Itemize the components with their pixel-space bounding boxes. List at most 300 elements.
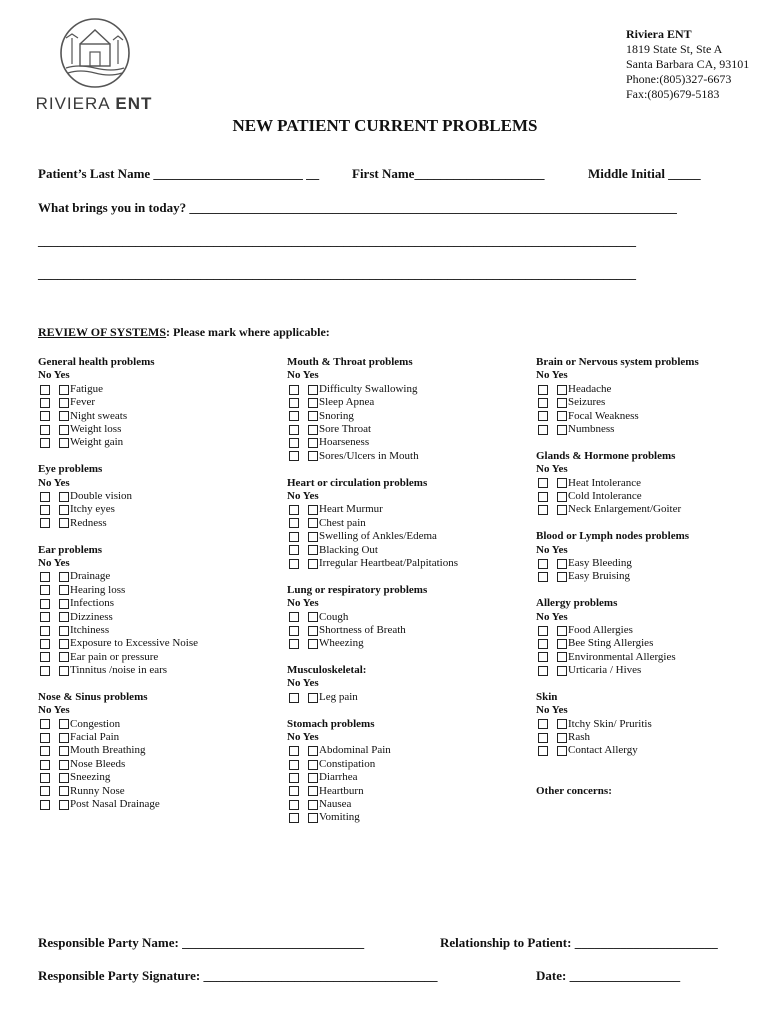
clinic-city: Santa Barbara CA, 93101: [626, 57, 750, 71]
symptom-row-hearing-loss: [38, 584, 198, 597]
yes-checkbox[interactable]: [557, 652, 567, 662]
symptom-row-constipation: [287, 758, 458, 771]
symptom-row-sores-ulcers-in-mouth: [287, 450, 458, 463]
no-checkbox[interactable]: [40, 626, 50, 636]
yes-checkbox[interactable]: [308, 518, 318, 528]
symptom-row-mouth-breathing: [38, 744, 198, 757]
symptom-label: Redness: [70, 516, 107, 529]
yes-checkbox[interactable]: [308, 626, 318, 636]
no-checkbox[interactable]: [289, 639, 299, 649]
symptom-row-rash: [536, 731, 699, 744]
symptom-row-snoring: [287, 410, 458, 423]
yes-checkbox[interactable]: [557, 639, 567, 649]
symptom-label: Dizziness: [70, 610, 113, 623]
group-title-blood-or-lymph-nodes-problems: Blood or Lymph nodes problems: [536, 530, 690, 543]
no-checkbox[interactable]: [289, 813, 299, 823]
symptom-row-wheezing: [287, 637, 458, 650]
yes-checkbox[interactable]: [308, 505, 318, 515]
symptom-row-drainage: [38, 570, 198, 583]
no-yes-header: No Yes: [287, 597, 319, 610]
yes-checkbox[interactable]: [308, 425, 318, 435]
symptom-row-difficulty-swallowing: [287, 383, 458, 396]
symptom-row-fatigue: [38, 383, 198, 396]
group-title-nose-sinus-problems: Nose & Sinus problems: [38, 690, 148, 703]
yes-checkbox[interactable]: [59, 652, 69, 662]
no-checkbox[interactable]: [289, 518, 299, 528]
no-checkbox[interactable]: [538, 559, 548, 569]
symptom-row-seizures: [536, 396, 699, 409]
symptom-label: Drainage: [70, 570, 111, 583]
yes-checkbox[interactable]: [59, 612, 69, 622]
symptom-label: Cold Intolerance: [568, 489, 642, 502]
symptom-row-diarrhea: [287, 771, 458, 784]
symptom-row-cold-intolerance: [536, 490, 699, 503]
no-checkbox[interactable]: [40, 492, 50, 502]
symptom-row-heartburn: [287, 785, 458, 798]
symptom-row-numbness: [536, 423, 699, 436]
logo-emblem-icon: [58, 16, 132, 90]
yes-checkbox[interactable]: [308, 411, 318, 421]
symptom-label: Irregular Heartbeat/Palpitations: [319, 556, 458, 569]
other-concerns-label: Other concerns:: [536, 784, 612, 797]
yes-checkbox[interactable]: [59, 518, 69, 528]
spacer: [38, 530, 198, 543]
symptom-row-heat-intolerance: [536, 477, 699, 490]
no-yes-header: No Yes: [287, 489, 319, 502]
symptom-label: Nose Bleeds: [70, 757, 126, 770]
yes-checkbox[interactable]: [308, 773, 318, 783]
symptom-label: Sneezing: [70, 771, 111, 784]
spacer: [536, 517, 699, 530]
yes-checkbox[interactable]: [308, 639, 318, 649]
group-title-brain-or-nervous-system-problems: Brain or Nervous system problems: [536, 356, 699, 368]
symptom-label: Rash: [568, 731, 590, 744]
symptom-row-cough: [287, 611, 458, 624]
symptom-label: Cough: [319, 610, 349, 623]
yes-checkbox[interactable]: [59, 411, 69, 421]
symptom-row-heart-murmur: [287, 503, 458, 516]
symptom-label: Congestion: [70, 717, 121, 730]
yes-checkbox[interactable]: [308, 612, 318, 622]
symptom-row-sore-throat: [287, 423, 458, 436]
no-yes-header: No Yes: [536, 369, 568, 382]
no-checkbox[interactable]: [538, 492, 548, 502]
symptom-row-nausea: [287, 798, 458, 811]
symptom-label: Difficulty Swallowing: [319, 382, 418, 395]
clinic-name: Riviera ENT: [626, 27, 692, 41]
symptom-label: Hearing loss: [70, 583, 126, 596]
symptom-label: Bee Sting Allergies: [568, 637, 654, 650]
symptom-label: Fever: [70, 396, 96, 409]
symptom-row-irregular-heartbeat-palpitations: [287, 557, 458, 570]
no-checkbox[interactable]: [538, 398, 548, 408]
yes-checkbox[interactable]: [59, 599, 69, 609]
spacer: [38, 450, 198, 463]
no-checkbox[interactable]: [40, 760, 50, 770]
no-yes-header: No Yes: [536, 463, 568, 476]
yes-checkbox[interactable]: [59, 666, 69, 676]
spacer: [287, 463, 458, 476]
symptom-label: Ear pain or pressure: [70, 650, 159, 663]
yes-checkbox[interactable]: [308, 559, 318, 569]
no-checkbox[interactable]: [538, 666, 548, 676]
no-checkbox[interactable]: [289, 451, 299, 461]
no-checkbox[interactable]: [538, 719, 548, 729]
symptom-row-weight-loss: [38, 423, 198, 436]
yes-checkbox[interactable]: [308, 438, 318, 448]
symptom-row-vomiting: [287, 811, 458, 824]
symptom-label: Diarrhea: [319, 771, 358, 784]
no-checkbox[interactable]: [40, 666, 50, 676]
symptom-label: Wheezing: [319, 637, 364, 650]
spacer: [287, 570, 458, 583]
symptom-label: Sore Throat: [319, 422, 372, 435]
symptom-label: Abdominal Pain: [319, 744, 391, 757]
yes-checkbox[interactable]: [59, 385, 69, 395]
symptom-label: Constipation: [319, 757, 376, 770]
no-yes-header: No Yes: [536, 704, 568, 717]
no-checkbox[interactable]: [40, 518, 50, 528]
no-yes-header: No Yes: [38, 704, 70, 717]
responsible-party-signature-field[interactable]: Responsible Party Signature: ____________________________________: [38, 968, 438, 983]
symptom-row-abdominal-pain: [287, 744, 458, 757]
yes-checkbox[interactable]: [557, 411, 567, 421]
symptom-label: Contact Allergy: [568, 744, 638, 757]
symptom-row-food-allergies: [536, 624, 699, 637]
symptom-label: Hoarseness: [319, 436, 370, 449]
no-yes-header: No Yes: [38, 369, 70, 382]
symptom-label: Night sweats: [70, 409, 128, 422]
symptom-label: Easy Bruising: [568, 570, 631, 583]
symptom-row-bee-sting-allergies: [536, 637, 699, 650]
symptom-row-headache: [536, 383, 699, 396]
no-yes-header: No Yes: [536, 610, 568, 623]
no-checkbox[interactable]: [289, 773, 299, 783]
no-checkbox[interactable]: [538, 733, 548, 743]
symptom-label: Double vision: [70, 489, 133, 502]
no-checkbox[interactable]: [289, 505, 299, 515]
yes-checkbox[interactable]: [59, 572, 69, 582]
yes-checkbox[interactable]: [557, 746, 567, 756]
no-checkbox[interactable]: [40, 746, 50, 756]
no-checkbox[interactable]: [40, 800, 50, 810]
ros-column-1: [38, 356, 198, 811]
yes-checkbox[interactable]: [308, 451, 318, 461]
no-checkbox[interactable]: [289, 786, 299, 796]
no-yes-header: No Yes: [38, 556, 70, 569]
spacer: [536, 436, 699, 449]
no-checkbox[interactable]: [289, 385, 299, 395]
no-checkbox[interactable]: [538, 652, 548, 662]
yes-checkbox[interactable]: [308, 545, 318, 555]
no-yes-header: No Yes: [287, 731, 319, 744]
yes-checkbox[interactable]: [557, 385, 567, 395]
symptom-row-neck-enlargement-goiter: [536, 503, 699, 516]
symptom-label: Chest pain: [319, 516, 366, 529]
group-title-allergy-problems: Allergy problems: [536, 597, 618, 610]
symptom-label: Infections: [70, 597, 114, 610]
yes-checkbox[interactable]: [59, 800, 69, 810]
symptom-label: Fatigue: [70, 382, 103, 395]
first-name-field[interactable]: First Name____________________: [352, 166, 545, 181]
symptom-label: Seizures: [568, 396, 606, 409]
group-title-glands-hormone-problems: Glands & Hormone problems: [536, 449, 676, 462]
symptom-label: Headache: [568, 382, 612, 395]
no-checkbox[interactable]: [40, 585, 50, 595]
yes-checkbox[interactable]: [59, 786, 69, 796]
last-name-field[interactable]: Patient’s Last Name _______________________ __: [38, 166, 320, 181]
yes-checkbox[interactable]: [557, 572, 567, 582]
no-checkbox[interactable]: [538, 639, 548, 649]
no-checkbox[interactable]: [538, 572, 548, 582]
no-checkbox[interactable]: [40, 438, 50, 448]
yes-checkbox[interactable]: [59, 773, 69, 783]
group-title-mouth-throat-problems: Mouth & Throat problems: [287, 356, 413, 368]
group-title-general-health-problems: General health problems: [38, 356, 155, 368]
no-checkbox[interactable]: [40, 411, 50, 421]
symptom-label: Leg pain: [319, 690, 358, 703]
symptom-row-sleep-apnea: [287, 396, 458, 409]
no-checkbox[interactable]: [40, 612, 50, 622]
reason-for-visit-field[interactable]: What brings you in today? ___________________________________________________________________________: [38, 200, 677, 215]
reason-line-2[interactable]: ____________________________________________________________________________________________: [38, 233, 636, 248]
symptom-label: Heartburn: [319, 784, 364, 797]
symptom-row-easy-bleeding: [536, 557, 699, 570]
group-title-skin: Skin: [536, 690, 558, 703]
symptom-label: Vomiting: [319, 811, 360, 824]
no-checkbox[interactable]: [538, 746, 548, 756]
symptom-row-tinnitus-noise-in-ears: [38, 664, 198, 677]
symptom-label: Facial Pain: [70, 731, 120, 744]
symptom-label: Sleep Apnea: [319, 396, 375, 409]
symptom-label: Itchiness: [70, 623, 110, 636]
no-checkbox[interactable]: [289, 438, 299, 448]
group-title-lung-or-respiratory-problems: Lung or respiratory problems: [287, 583, 428, 596]
yes-checkbox[interactable]: [557, 425, 567, 435]
spacer: [536, 584, 699, 597]
symptom-row-ear-pain-or-pressure: [38, 651, 198, 664]
symptom-label: Numbness: [568, 422, 615, 435]
no-checkbox[interactable]: [289, 760, 299, 770]
no-checkbox[interactable]: [538, 505, 548, 515]
yes-checkbox[interactable]: [308, 760, 318, 770]
spacer: [536, 758, 699, 771]
no-checkbox[interactable]: [538, 626, 548, 636]
middle-initial-field[interactable]: Middle Initial _____: [588, 166, 701, 181]
symptom-row-easy-bruising: [536, 570, 699, 583]
symptom-row-dizziness: [38, 611, 198, 624]
symptom-row-itchy-eyes: [38, 503, 198, 516]
no-checkbox[interactable]: [289, 800, 299, 810]
yes-checkbox[interactable]: [308, 746, 318, 756]
responsible-party-name-field[interactable]: Responsible Party Name: ____________________________: [38, 935, 365, 950]
no-yes-header: No Yes: [536, 543, 568, 556]
no-checkbox[interactable]: [289, 398, 299, 408]
yes-checkbox[interactable]: [308, 398, 318, 408]
yes-checkbox[interactable]: [59, 639, 69, 649]
no-checkbox[interactable]: [289, 545, 299, 555]
symptom-row-itchy-skin-pruritis: [536, 718, 699, 731]
no-checkbox[interactable]: [40, 786, 50, 796]
symptom-label: Focal Weakness: [568, 409, 639, 422]
symptom-row-redness: [38, 517, 198, 530]
symptom-row-hoarseness: [287, 436, 458, 449]
form-title: NEW PATIENT CURRENT PROBLEMS: [232, 116, 538, 135]
yes-checkbox[interactable]: [59, 425, 69, 435]
yes-checkbox[interactable]: [308, 813, 318, 823]
symptom-row-runny-nose: [38, 785, 198, 798]
symptom-label: Mouth Breathing: [70, 744, 146, 757]
no-checkbox[interactable]: [40, 652, 50, 662]
symptom-label: Snoring: [319, 409, 354, 422]
yes-checkbox[interactable]: [308, 693, 318, 703]
symptom-label: Weight gain: [70, 436, 124, 449]
yes-checkbox[interactable]: [59, 438, 69, 448]
yes-checkbox[interactable]: [59, 760, 69, 770]
symptom-row-night-sweats: [38, 410, 198, 423]
yes-checkbox[interactable]: [308, 532, 318, 542]
yes-checkbox[interactable]: [308, 800, 318, 810]
group-title-musculoskeletal: Musculoskeletal:: [287, 664, 367, 677]
clinic-street: 1819 State St, Ste A: [626, 42, 723, 56]
group-title-heart-or-circulation-problems: Heart or circulation problems: [287, 476, 428, 489]
group-title-eye-problems: Eye problems: [38, 463, 103, 476]
logo-text: RIVIERA ENT: [35, 94, 153, 113]
group-title-ear-problems: Ear problems: [38, 543, 103, 556]
symptom-label: Tinnitus /noise in ears: [70, 664, 168, 677]
yes-checkbox[interactable]: [557, 626, 567, 636]
symptom-row-fever: [38, 396, 198, 409]
yes-checkbox[interactable]: [59, 746, 69, 756]
symptom-label: Urticaria / Hives: [568, 664, 642, 677]
no-checkbox[interactable]: [289, 411, 299, 421]
clinic-fax: Fax:(805)679-5183: [626, 87, 720, 101]
symptom-row-nose-bleeds: [38, 758, 198, 771]
no-checkbox[interactable]: [40, 505, 50, 515]
yes-checkbox[interactable]: [59, 719, 69, 729]
yes-checkbox[interactable]: [557, 719, 567, 729]
symptom-label: Itchy Skin/ Pruritis: [568, 717, 652, 730]
symptom-row-leg-pain: [287, 691, 458, 704]
yes-checkbox[interactable]: [59, 492, 69, 502]
symptom-row-environmental-allergies: [536, 651, 699, 664]
symptom-row-blacking-out: [287, 544, 458, 557]
symptom-label: Post Nasal Drainage: [70, 798, 160, 811]
yes-checkbox[interactable]: [557, 666, 567, 676]
no-checkbox[interactable]: [289, 532, 299, 542]
ros-column-3: [536, 356, 699, 798]
symptom-label: Environmental Allergies: [568, 650, 676, 663]
no-checkbox[interactable]: [289, 425, 299, 435]
symptom-row-infections: [38, 597, 198, 610]
reason-line-3[interactable]: ____________________________________________________________________________________________: [38, 266, 636, 281]
symptom-row-chest-pain: [287, 517, 458, 530]
no-checkbox[interactable]: [289, 612, 299, 622]
no-checkbox[interactable]: [40, 385, 50, 395]
riviera-ent-logo: [34, 16, 154, 116]
no-checkbox[interactable]: [40, 425, 50, 435]
group-title-stomach-problems: Stomach problems: [287, 717, 375, 730]
no-checkbox[interactable]: [538, 425, 548, 435]
symptom-row-swelling-of-ankles-edema: [287, 530, 458, 543]
symptom-label: Sores/Ulcers in Mouth: [319, 449, 419, 462]
no-checkbox[interactable]: [40, 599, 50, 609]
yes-checkbox[interactable]: [557, 478, 567, 488]
no-checkbox[interactable]: [40, 733, 50, 743]
symptom-row-post-nasal-drainage: [38, 798, 198, 811]
no-checkbox[interactable]: [40, 398, 50, 408]
no-checkbox[interactable]: [289, 626, 299, 636]
symptom-label: Heat Intolerance: [568, 476, 641, 489]
clinic-phone: Phone:(805)327-6673: [626, 72, 732, 86]
yes-checkbox[interactable]: [557, 733, 567, 743]
spacer: [536, 678, 699, 691]
symptom-row-itchiness: [38, 624, 198, 637]
symptom-row-facial-pain: [38, 731, 198, 744]
no-checkbox[interactable]: [40, 773, 50, 783]
symptom-label: Shortness of Breath: [319, 623, 406, 636]
yes-checkbox[interactable]: [557, 505, 567, 515]
symptom-label: Exposure to Excessive Noise: [70, 637, 198, 650]
symptom-row-congestion: [38, 718, 198, 731]
spacer: [38, 677, 198, 690]
symptom-label: Neck Enlargement/Goiter: [568, 503, 682, 516]
yes-checkbox[interactable]: [308, 385, 318, 395]
symptom-row-weight-gain: [38, 436, 198, 449]
no-yes-header: No Yes: [287, 369, 319, 382]
no-yes-header: No Yes: [38, 476, 70, 489]
yes-checkbox[interactable]: [308, 786, 318, 796]
symptom-label: Runny Nose: [70, 784, 125, 797]
relationship-field[interactable]: Relationship to Patient: ______________________: [440, 935, 718, 950]
symptom-label: Food Allergies: [568, 623, 633, 636]
no-checkbox[interactable]: [538, 411, 548, 421]
no-checkbox[interactable]: [289, 693, 299, 703]
no-yes-header: No Yes: [287, 677, 319, 690]
no-checkbox[interactable]: [538, 478, 548, 488]
symptom-row-double-vision: [38, 490, 198, 503]
yes-checkbox[interactable]: [59, 733, 69, 743]
no-checkbox[interactable]: [40, 719, 50, 729]
symptom-row-contact-allergy: [536, 744, 699, 757]
no-checkbox[interactable]: [40, 639, 50, 649]
symptom-row-urticaria-hives: [536, 664, 699, 677]
no-checkbox[interactable]: [40, 572, 50, 582]
symptom-row-shortness-of-breath: [287, 624, 458, 637]
no-checkbox[interactable]: [538, 385, 548, 395]
no-checkbox[interactable]: [289, 559, 299, 569]
yes-checkbox[interactable]: [59, 398, 69, 408]
spacer: [287, 651, 458, 664]
symptom-row-exposure-to-excessive-noise: [38, 637, 198, 650]
yes-checkbox[interactable]: [557, 398, 567, 408]
no-checkbox[interactable]: [289, 746, 299, 756]
symptom-label: Heart Murmur: [319, 503, 383, 516]
symptom-row-sneezing: [38, 771, 198, 784]
review-of-systems-heading: REVIEW OF SYSTEMS: Please mark where applicable:: [38, 325, 330, 339]
yes-checkbox[interactable]: [557, 559, 567, 569]
symptom-label: Swelling of Ankles/Edema: [319, 530, 437, 543]
ros-column-2: [287, 356, 458, 825]
yes-checkbox[interactable]: [59, 505, 69, 515]
clinic-address: [626, 27, 749, 102]
date-field[interactable]: Date: _________________: [536, 968, 681, 983]
yes-checkbox[interactable]: [557, 492, 567, 502]
yes-checkbox[interactable]: [59, 626, 69, 636]
yes-checkbox[interactable]: [59, 585, 69, 595]
symptom-row-focal-weakness: [536, 410, 699, 423]
spacer: [287, 704, 458, 717]
